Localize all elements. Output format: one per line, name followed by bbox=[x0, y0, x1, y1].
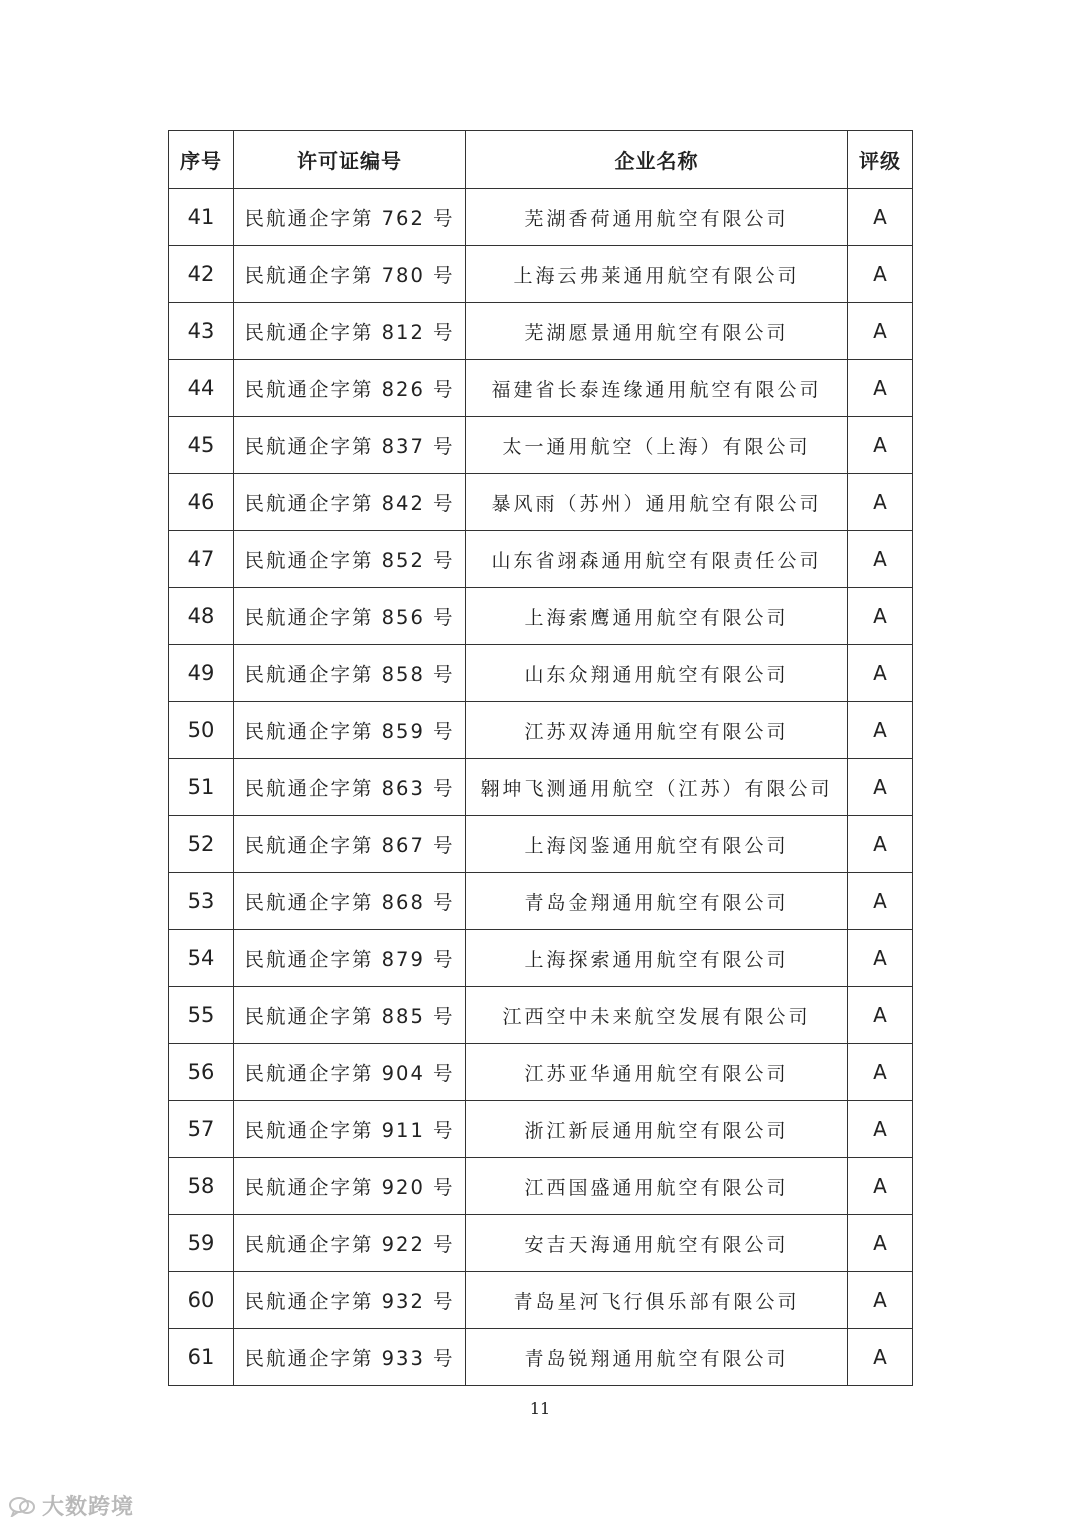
cell-rating: A bbox=[848, 1101, 913, 1158]
cell-company: 翱坤飞测通用航空（江苏）有限公司 bbox=[466, 759, 848, 816]
cell-rating: A bbox=[848, 1329, 913, 1386]
table-row bbox=[169, 417, 913, 474]
table-row bbox=[169, 1044, 913, 1101]
chat-bubble-logo-icon bbox=[8, 1495, 36, 1517]
cell-license: 民航通企字第 867 号 bbox=[234, 816, 466, 873]
header-rating: 评级 bbox=[848, 131, 913, 189]
page-number: 11 bbox=[529, 1399, 551, 1418]
cell-seq: 43 bbox=[169, 303, 234, 360]
cell-seq: 50 bbox=[169, 702, 234, 759]
cell-rating: A bbox=[848, 360, 913, 417]
cell-rating: A bbox=[848, 1158, 913, 1215]
cell-seq: 59 bbox=[169, 1215, 234, 1272]
cell-rating: A bbox=[848, 531, 913, 588]
cell-license: 民航通企字第 852 号 bbox=[234, 531, 466, 588]
header-company: 企业名称 bbox=[466, 131, 848, 189]
cell-seq: 54 bbox=[169, 930, 234, 987]
cell-seq: 52 bbox=[169, 816, 234, 873]
cell-seq: 60 bbox=[169, 1272, 234, 1329]
cell-seq: 48 bbox=[169, 588, 234, 645]
cell-license: 民航通企字第 780 号 bbox=[234, 246, 466, 303]
cell-seq: 45 bbox=[169, 417, 234, 474]
cell-rating: A bbox=[848, 816, 913, 873]
cell-license: 民航通企字第 920 号 bbox=[234, 1158, 466, 1215]
cell-seq: 47 bbox=[169, 531, 234, 588]
table-row bbox=[169, 987, 913, 1044]
cell-license: 民航通企字第 868 号 bbox=[234, 873, 466, 930]
cell-company: 青岛金翔通用航空有限公司 bbox=[466, 873, 848, 930]
cell-seq: 57 bbox=[169, 1101, 234, 1158]
cell-company: 安吉天海通用航空有限公司 bbox=[466, 1215, 848, 1272]
table-header-row bbox=[169, 131, 913, 189]
watermark-text: 大数跨境 bbox=[42, 1495, 135, 1520]
cell-company: 青岛星河飞行俱乐部有限公司 bbox=[466, 1272, 848, 1329]
cell-license: 民航通企字第 863 号 bbox=[234, 759, 466, 816]
cell-seq: 42 bbox=[169, 246, 234, 303]
cell-rating: A bbox=[848, 474, 913, 531]
cell-license: 民航通企字第 911 号 bbox=[234, 1101, 466, 1158]
cell-company: 上海云弗莱通用航空有限公司 bbox=[466, 246, 848, 303]
table-row bbox=[169, 360, 913, 417]
table-row bbox=[169, 1329, 913, 1386]
cell-seq: 44 bbox=[169, 360, 234, 417]
cell-rating: A bbox=[848, 417, 913, 474]
cell-rating: A bbox=[848, 645, 913, 702]
table-row bbox=[169, 588, 913, 645]
cell-company: 太一通用航空（上海）有限公司 bbox=[466, 417, 848, 474]
table-row bbox=[169, 531, 913, 588]
cell-seq: 49 bbox=[169, 645, 234, 702]
cell-rating: A bbox=[848, 759, 913, 816]
table-row bbox=[169, 702, 913, 759]
cell-company: 江苏双涛通用航空有限公司 bbox=[466, 702, 848, 759]
cell-company: 山东省翊森通用航空有限责任公司 bbox=[466, 531, 848, 588]
cell-company: 暴风雨（苏州）通用航空有限公司 bbox=[466, 474, 848, 531]
cell-license: 民航通企字第 812 号 bbox=[234, 303, 466, 360]
table-row bbox=[169, 930, 913, 987]
table-row bbox=[169, 1158, 913, 1215]
cell-rating: A bbox=[848, 588, 913, 645]
table-row bbox=[169, 1272, 913, 1329]
cell-license: 民航通企字第 837 号 bbox=[234, 417, 466, 474]
cell-seq: 56 bbox=[169, 1044, 234, 1101]
table-row bbox=[169, 189, 913, 246]
cell-company: 芜湖愿景通用航空有限公司 bbox=[466, 303, 848, 360]
cell-seq: 46 bbox=[169, 474, 234, 531]
cell-rating: A bbox=[848, 303, 913, 360]
cell-company: 芜湖香荷通用航空有限公司 bbox=[466, 189, 848, 246]
cell-rating: A bbox=[848, 987, 913, 1044]
table-row bbox=[169, 1101, 913, 1158]
cell-license: 民航通企字第 842 号 bbox=[234, 474, 466, 531]
cell-seq: 58 bbox=[169, 1158, 234, 1215]
cell-company: 江西空中未来航空发展有限公司 bbox=[466, 987, 848, 1044]
cell-rating: A bbox=[848, 930, 913, 987]
cell-license: 民航通企字第 922 号 bbox=[234, 1215, 466, 1272]
license-rating-table bbox=[168, 130, 913, 1386]
table-row bbox=[169, 873, 913, 930]
table-row bbox=[169, 645, 913, 702]
watermark bbox=[8, 1490, 134, 1521]
cell-rating: A bbox=[848, 1272, 913, 1329]
cell-rating: A bbox=[848, 1215, 913, 1272]
cell-license: 民航通企字第 762 号 bbox=[234, 189, 466, 246]
header-seq: 序号 bbox=[169, 131, 234, 189]
cell-seq: 55 bbox=[169, 987, 234, 1044]
table-row bbox=[169, 303, 913, 360]
cell-license: 民航通企字第 826 号 bbox=[234, 360, 466, 417]
cell-seq: 51 bbox=[169, 759, 234, 816]
table-row bbox=[169, 759, 913, 816]
table-row bbox=[169, 816, 913, 873]
table-row bbox=[169, 1215, 913, 1272]
cell-license: 民航通企字第 885 号 bbox=[234, 987, 466, 1044]
cell-company: 江苏亚华通用航空有限公司 bbox=[466, 1044, 848, 1101]
cell-license: 民航通企字第 904 号 bbox=[234, 1044, 466, 1101]
cell-rating: A bbox=[848, 702, 913, 759]
cell-rating: A bbox=[848, 189, 913, 246]
cell-rating: A bbox=[848, 873, 913, 930]
cell-seq: 61 bbox=[169, 1329, 234, 1386]
cell-company: 浙江新辰通用航空有限公司 bbox=[466, 1101, 848, 1158]
cell-company: 青岛锐翔通用航空有限公司 bbox=[466, 1329, 848, 1386]
cell-company: 上海索鹰通用航空有限公司 bbox=[466, 588, 848, 645]
cell-license: 民航通企字第 856 号 bbox=[234, 588, 466, 645]
table-row bbox=[169, 474, 913, 531]
cell-license: 民航通企字第 859 号 bbox=[234, 702, 466, 759]
cell-seq: 41 bbox=[169, 189, 234, 246]
cell-company: 上海闵鉴通用航空有限公司 bbox=[466, 816, 848, 873]
cell-rating: A bbox=[848, 1044, 913, 1101]
cell-license: 民航通企字第 858 号 bbox=[234, 645, 466, 702]
cell-license: 民航通企字第 933 号 bbox=[234, 1329, 466, 1386]
license-table-container bbox=[168, 130, 912, 1386]
cell-company: 山东众翔通用航空有限公司 bbox=[466, 645, 848, 702]
cell-license: 民航通企字第 879 号 bbox=[234, 930, 466, 987]
cell-company: 江西国盛通用航空有限公司 bbox=[466, 1158, 848, 1215]
cell-company: 福建省长泰连缘通用航空有限公司 bbox=[466, 360, 848, 417]
table-row bbox=[169, 246, 913, 303]
cell-license: 民航通企字第 932 号 bbox=[234, 1272, 466, 1329]
cell-seq: 53 bbox=[169, 873, 234, 930]
cell-company: 上海探索通用航空有限公司 bbox=[466, 930, 848, 987]
header-license: 许可证编号 bbox=[234, 131, 466, 189]
cell-rating: A bbox=[848, 246, 913, 303]
